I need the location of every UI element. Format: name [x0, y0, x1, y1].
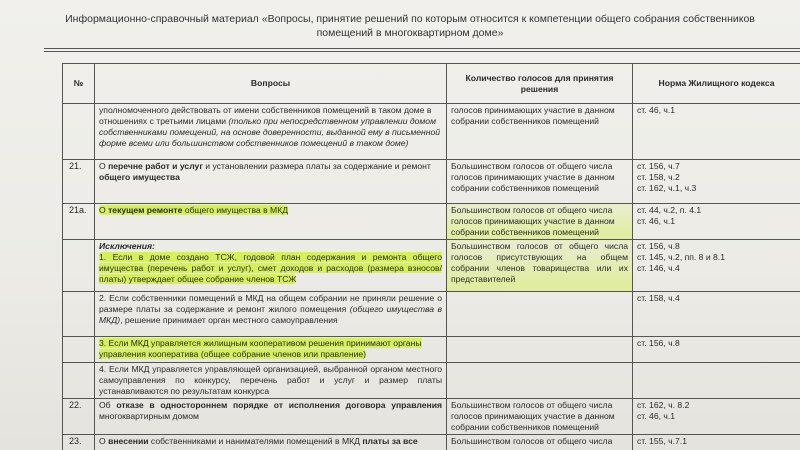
row-num [63, 240, 95, 292]
title-rule-bottom [44, 51, 800, 52]
row-norm [633, 204, 800, 240]
row-question [95, 104, 447, 160]
highlighted-question [99, 205, 288, 215]
question-text-bold-a: перечне работ и услуг [108, 161, 203, 171]
question-text-bold-b: платы за все [362, 436, 418, 446]
header-num: № [63, 64, 95, 104]
row-votes [447, 337, 633, 363]
row-question [95, 337, 447, 363]
question-text-b: многоквартирным домом [99, 411, 199, 421]
exception-item-1: 1. Если в доме создано ТСЖ, годовой план содержания и ремонта общего имущества (перечень работ и услуг), смет доходов и расходов (размера взносов/платы) утверждает общее собрание членов ТСЖ [99, 252, 442, 284]
document-title-line-2: помещений в многоквартирном доме» [316, 27, 504, 39]
row-votes: Большинством голосов от общего числа голосов присутствующих на общем собрании членов товарищества или их представителей [447, 240, 633, 292]
row-votes [447, 363, 633, 399]
table-row-exceptions-1 [63, 240, 800, 292]
table-header-row [63, 64, 800, 104]
question-text-bold-b: общего имущества [99, 172, 180, 182]
row-question [95, 435, 447, 450]
question-note: (только при непосредственном управлении домом собственниками помещений, на основе доверенности, выданной ему в письменной форме всеми или большинством собственников помещений в таком доме) [99, 116, 441, 148]
table-row-continued [63, 104, 800, 160]
row-question [95, 204, 447, 240]
row-num [63, 104, 95, 160]
row-question [95, 292, 447, 337]
row-votes: Большинством голосов от общего числа голосов принимающих участие в данном собрании собственников помещений [447, 204, 633, 240]
question-text-bold: текущем ремонте [108, 205, 183, 215]
table-row-22 [63, 399, 800, 435]
row-votes [447, 292, 633, 337]
header-votes: Количество голосов для принятия решения [447, 64, 633, 104]
row-votes: Большинством голосов от общего числа голосов принимающих участие в данном собрании собственников помещений [447, 160, 633, 204]
norm-line-2: ст. 46, ч.1 [637, 216, 676, 226]
row-norm [633, 363, 800, 399]
norm-line-3: ст. 146, ч.4 [637, 263, 680, 273]
row-num: 22. [63, 399, 95, 435]
exceptions-title: Исключения: [99, 241, 155, 251]
row-num [63, 363, 95, 399]
norm-line-1: ст. 156, ч.7 [637, 161, 680, 171]
row-votes: Большинством голосов от общего числа голосов принимающих участие в данном собрании собственников помещений [447, 399, 633, 435]
table-row-21a [63, 204, 800, 240]
question-text-a: О [99, 436, 109, 446]
exception-item-2-b: (общего имущества в МКД) [99, 304, 442, 325]
question-text-a: Об [99, 400, 117, 410]
row-question [95, 399, 447, 435]
question-text-b: и установлении размера платы за содержание и ремонт [202, 161, 431, 171]
header-questions: Вопросы [95, 64, 447, 104]
norm-line-2: ст. 145, ч.2, пп. 8 и 8.1 [637, 252, 725, 262]
table-row-exceptions-4 [63, 363, 800, 399]
question-text-b: собственниками и нанимателями помещений в МКД [148, 436, 363, 446]
document-title [60, 12, 760, 40]
norm-line-2: ст. 158, ч.2 [637, 172, 680, 182]
norm-line-1: ст. 162, ч. 8.2 [637, 400, 690, 410]
table-row-exceptions-3 [63, 337, 800, 363]
question-text-a: О [99, 205, 109, 215]
row-votes: голосов принимающих участие в данном собрании собственников помещений [447, 104, 633, 160]
row-num: 21а. [63, 204, 95, 240]
row-norm: ст. 155, ч.7.1 [633, 435, 800, 450]
exception-item-2-c: , решение принимает орган местного самоуправления [120, 315, 338, 325]
row-question [95, 240, 447, 292]
row-num: 21. [63, 160, 95, 204]
row-num [63, 292, 95, 337]
row-num: 23. [63, 435, 95, 450]
norm-line-2: ст. 46, ч.1 [637, 411, 676, 421]
exception-item-2-a: 2. Если собственники помещений в МКД на общем собрании не приняли решение о размере платы за содержание и ремонт жилого помещения [99, 293, 442, 314]
row-norm [633, 240, 800, 292]
row-question [95, 160, 447, 204]
row-norm: ст. 46, ч.1 [633, 104, 800, 160]
row-norm: ст. 158, ч.4 [633, 292, 800, 337]
row-question: 4. Если МКД управляется управляющей организацией, выбранной органом местного самоуправления по конкурсу, перечень работ и услуг и размер платы устанавливаются по результатам конкурса [95, 363, 447, 399]
norm-line-1: ст. 156, ч.8 [637, 241, 680, 251]
question-text-b: общего имущества в МКД [182, 205, 289, 215]
row-votes: Большинством голосов от общего числа [447, 435, 633, 450]
table-row-23 [63, 435, 800, 450]
title-rule-top [44, 48, 800, 49]
question-text-bold: отказе в одностороннем порядке от исполнения договора управления [116, 400, 442, 410]
header-norm: Норма Жилищного кодекса [633, 64, 800, 104]
row-norm: ст. 156, ч.8 [633, 337, 800, 363]
norm-line-1: ст. 44, ч.2, п. 4.1 [637, 205, 702, 215]
row-num [63, 337, 95, 363]
row-norm [633, 399, 800, 435]
question-text: уполномоченного действовать от имени собственников помещений в таком доме в отношениях с третьими лицами [99, 105, 432, 126]
row-norm [633, 160, 800, 204]
table-row-exceptions-2 [63, 292, 800, 337]
exception-item-3: 3. Если МКД управляется жилищным кооперативом решения принимают органы управления кооператива (общее собрание членов или правление) [99, 338, 422, 359]
question-text-a: О [99, 161, 109, 171]
table-row-21 [63, 160, 800, 204]
questions-table [62, 63, 800, 450]
norm-line-3: ст. 162, ч.1, ч.3 [637, 183, 697, 193]
question-text-bold-a: внесении [108, 436, 149, 446]
document-title-line-1: Информационно-справочный материал «Вопросы, принятие решений по которым относится к компетенции общего собрания собственников [65, 13, 755, 25]
